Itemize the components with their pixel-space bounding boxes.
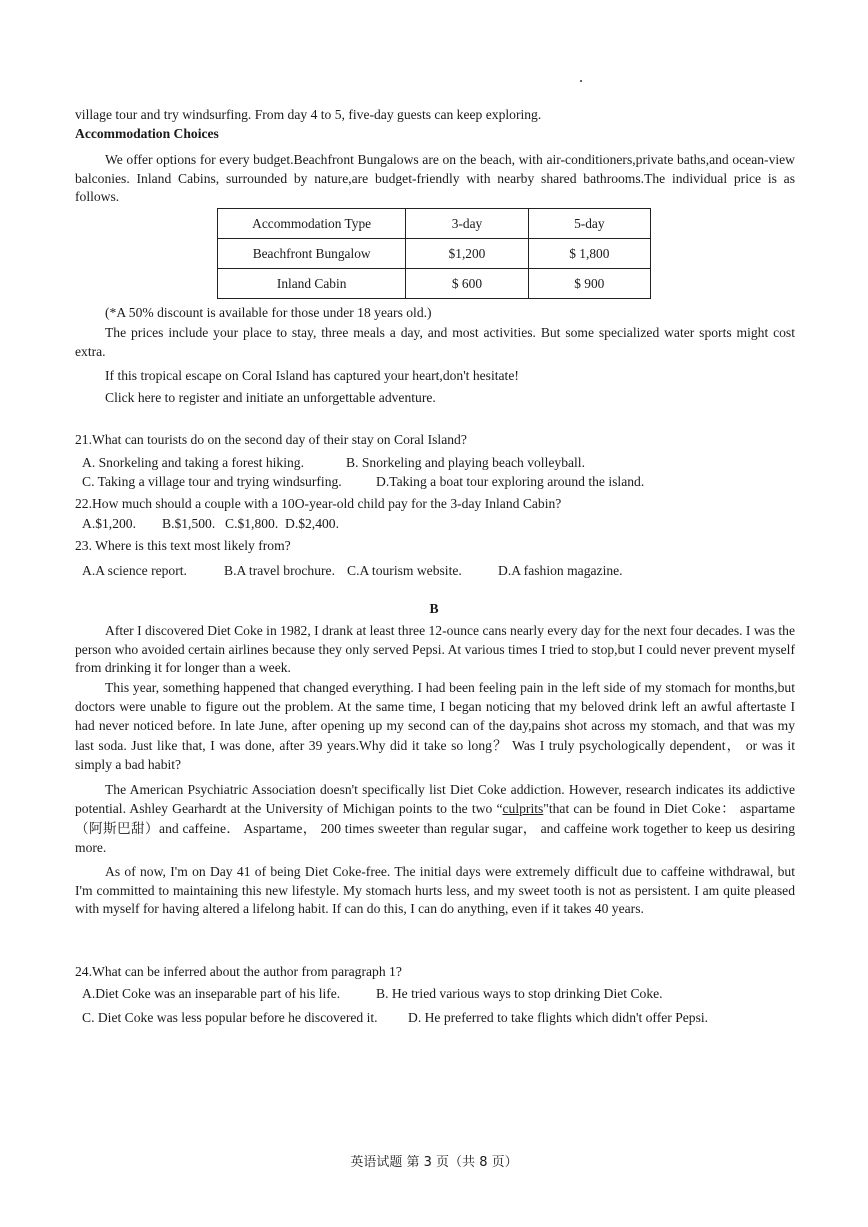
- paragraph-3-text-end: "that can be found in Diet Coke： aspartame（阿斯巴甜）and caffeine． Aspartame， 200 times sweeter than regular sugar， and caffeine work together to keep us desiring more.: [75, 801, 795, 856]
- page-footer: 英语试题 第 3 页（共 8 页）: [350, 1155, 518, 1170]
- table-row: [218, 269, 651, 299]
- question-21-stem: 21.What can tourists do on the second day of their stay on Coral Island?: [75, 432, 467, 447]
- question-24-option-b: B. He tried various ways to stop drinking Diet Coke.: [376, 986, 663, 1001]
- table-header-row: [218, 209, 651, 239]
- price-table: [217, 208, 651, 299]
- table-cell: $1,200: [406, 239, 528, 269]
- question-22-option-d: D.$2,400.: [285, 516, 339, 531]
- section-b-title: B: [429, 601, 439, 616]
- passage-b-paragraph-1: After I discovered Diet Coke in 1982, I drank at least three 12-ounce cans nearly every day for the next four decades. I was the person who avoided certain airlines because they only served Pepsi. At various times I tried to stop,but I could never prevent myself from drinking it for longer than a week.: [75, 623, 795, 676]
- table-header-cell: Accommodation Type: [218, 209, 406, 239]
- passage-b-paragraph-4: As of now, I'm on Day 41 of being Diet Coke-free. The initial days were extremely difficult due to caffeine withdrawal, but I'm committed to maintaining this new lifestyle. My stomach hurts less, and my sweet tooth is not as persistent. I am quite pleased with myself for having altered a lifelong habit. If can do this, I can do anything, even if it takes 40 years.: [75, 864, 795, 917]
- question-21-option-a: A. Snorkeling and taking a forest hiking.: [82, 455, 304, 470]
- question-23-option-d: D.A fashion magazine.: [498, 563, 623, 578]
- table-cell: $ 1,800: [528, 239, 650, 269]
- question-24-stem: 24.What can be inferred about the author from paragraph 1?: [75, 964, 402, 979]
- question-21-option-d: D.Taking a boat tour exploring around the island.: [376, 474, 645, 489]
- table-cell: $ 600: [406, 269, 528, 299]
- question-23-option-b: B.A travel brochure.: [224, 563, 335, 578]
- passage-b-paragraph-2: This year, something happened that changed everything. I had been feeling pain in the left side of my stomach for months,but doctors were unable to figure out the problem. At the same time, I began noticing that my beloved drink left an awful aftertaste I had never noticed before. In late June, after opening up my second can of the day,pains shot across my stomach, and that was my last soda. Just like that, I was done, after 39 years.Why did it take so long？ Was I truly psychologically dependent， or was it simply a bad habit?: [75, 680, 795, 772]
- discount-note: (*A 50% discount is available for those under 18 years old.): [105, 305, 432, 320]
- question-24-option-d: D. He preferred to take flights which didn't offer Pepsi.: [408, 1010, 709, 1025]
- question-23-option-a: A.A science report.: [82, 563, 187, 578]
- scan-speck: [580, 80, 582, 82]
- accommodation-paragraph: We offer options for every budget.Beachfront Bungalows are on the beach, with air-conditioners,private baths,and ocean-view balconies. Inland Cabins, surrounded by nature,are budget-friendly with nearby shared bathrooms.The individual price is as follows.: [75, 152, 795, 205]
- table-cell: Beachfront Bungalow: [218, 239, 406, 269]
- register-link-text[interactable]: Click here to register and initiate an unforgettable adventure.: [105, 390, 436, 405]
- question-22-option-b: B.$1,500.: [162, 516, 216, 531]
- table-header-cell: 3-day: [406, 209, 528, 239]
- escape-line: If this tropical escape on Coral Island has captured your heart,don't hesitate!: [105, 368, 519, 383]
- question-24-option-a: A.Diet Coke was an inseparable part of his life.: [82, 986, 341, 1001]
- table-header-cell: 5-day: [528, 209, 650, 239]
- question-21-option-c: C. Taking a village tour and trying windsurfing.: [82, 474, 342, 489]
- underlined-word-culprits: culprits: [502, 801, 544, 817]
- accommodation-heading: Accommodation Choices: [75, 126, 219, 141]
- question-23-option-c: C.A tourism website.: [347, 563, 462, 578]
- prices-paragraph: The prices include your place to stay, three meals a day, and most activities. But some specialized water sports might cost extra.: [75, 325, 795, 359]
- paragraph-3-text-start: The American Psychiatric Association doesn't specifically list Diet Coke addiction. However, research indicates its addictive potential. Ashley Gearhardt at the University of Michigan points to the two “: [75, 782, 795, 817]
- question-23-stem: 23. Where is this text most likely from?: [75, 538, 291, 553]
- table-row: [218, 239, 651, 269]
- passage-b-paragraph-3: [75, 780, 795, 858]
- question-21-option-b: B. Snorkeling and playing beach volleyball.: [346, 455, 585, 470]
- table-cell: $ 900: [528, 269, 650, 299]
- continued-line: village tour and try windsurfing. From day 4 to 5, five-day guests can keep exploring.: [75, 107, 542, 122]
- table-cell: Inland Cabin: [218, 269, 406, 299]
- question-22-option-c: C.$1,800.: [225, 516, 279, 531]
- question-24-option-c: C. Diet Coke was less popular before he discovered it.: [82, 1010, 378, 1025]
- question-22-option-a: A.$1,200.: [82, 516, 136, 531]
- question-22-stem: 22.How much should a couple with a 10O-year-old child pay for the 3-day Inland Cabin?: [75, 496, 562, 511]
